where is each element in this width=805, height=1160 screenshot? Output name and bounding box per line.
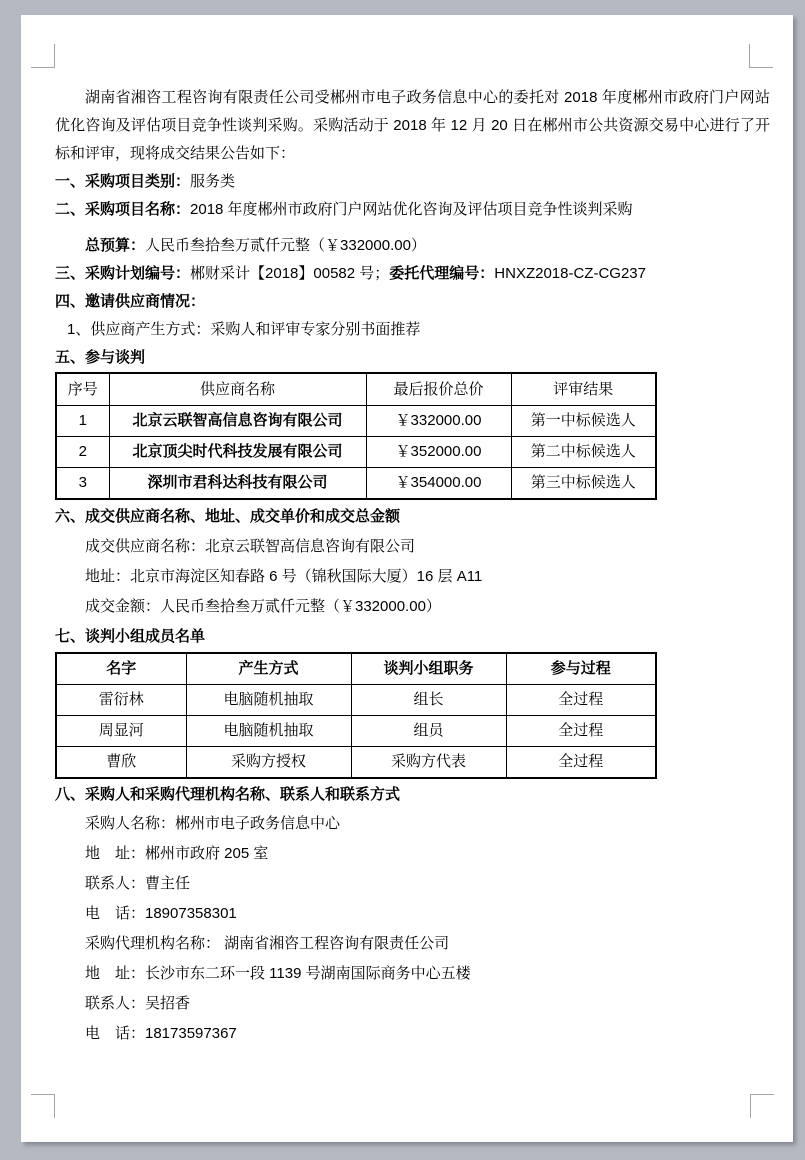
budget-line xyxy=(55,232,770,260)
table-header-cell: 序号 xyxy=(56,373,109,406)
table-row xyxy=(56,747,656,779)
text-boundary-corner-bottom-right-icon xyxy=(750,1094,774,1118)
table-cell-process: 全过程 xyxy=(506,747,656,779)
table-header-cell: 谈判小组职务 xyxy=(351,653,506,685)
section-1-value: 服务类 xyxy=(190,173,236,190)
table-cell-name: 曹欣 xyxy=(56,747,186,779)
table-cell-seq: 3 xyxy=(56,468,109,500)
table-cell-process: 全过程 xyxy=(506,716,656,747)
table-cell-price: ￥354000.00 xyxy=(366,468,511,500)
agency-contact-line: 联系人：吴招香 xyxy=(85,995,191,1012)
table-header-cell: 产生方式 xyxy=(186,653,351,685)
section-3-value: 郴财采计【2018】00582 号； xyxy=(190,265,390,282)
table-header-cell: 评审结果 xyxy=(511,373,656,406)
table-cell-result: 第二中标候选人 xyxy=(511,437,656,468)
section-5-heading: 五、参与谈判 xyxy=(55,349,146,366)
panel-members-table xyxy=(55,652,657,779)
table-row xyxy=(56,437,656,468)
table-cell-supplier: 北京云联智高信息咨询有限公司 xyxy=(109,406,366,437)
budget-value: 人民币叁拾叁万贰仟元整（￥332000.00） xyxy=(145,237,426,254)
table-cell-price: ￥352000.00 xyxy=(366,437,511,468)
table-cell-supplier: 北京顶尖时代科技发展有限公司 xyxy=(109,437,366,468)
agency-phone-line: 电 话：18173597367 xyxy=(85,1025,237,1042)
agency-address-line: 地 址：长沙市东二环一段 1139 号湖南国际商务中心五楼 xyxy=(85,965,471,982)
table-cell-name: 周显河 xyxy=(56,716,186,747)
table-cell-result: 第三中标候选人 xyxy=(511,468,656,500)
negotiation-table xyxy=(55,372,657,500)
table-header-cell: 参与过程 xyxy=(506,653,656,685)
section-1-label: 一、采购项目类别： xyxy=(55,173,191,190)
table-row xyxy=(56,406,656,437)
table-cell-method: 电脑随机抽取 xyxy=(186,685,351,716)
section-4-heading: 四、邀请供应商情况： xyxy=(55,293,206,310)
purchaser-name-line: 采购人名称：郴州市电子政务信息中心 xyxy=(85,815,341,832)
document-content xyxy=(55,84,770,1049)
winner-amount-line: 成交金额：人民币叁拾叁万贰仟元整（￥332000.00） xyxy=(85,598,441,615)
table-cell-result: 第一中标候选人 xyxy=(511,406,656,437)
table-cell-name: 雷衍林 xyxy=(56,685,186,716)
text-boundary-corner-bottom-left-icon xyxy=(31,1094,55,1118)
table-cell-seq: 2 xyxy=(56,437,109,468)
table-row xyxy=(56,468,656,500)
winner-name-line: 成交供应商名称：北京云联智高信息咨询有限公司 xyxy=(85,538,416,555)
budget-label: 总预算： xyxy=(85,237,146,254)
section-6-heading: 六、成交供应商名称、地址、成交单价和成交总金额 xyxy=(55,508,401,525)
section-2-label: 二、采购项目名称： xyxy=(55,201,191,218)
section-4-item: 1、供应商产生方式：采购人和评审专家分别书面推荐 xyxy=(67,321,421,338)
section-3-value2: HNXZ2018-CZ-CG237 xyxy=(494,265,646,282)
table-cell-method: 电脑随机抽取 xyxy=(186,716,351,747)
agency-name-line: 采购代理机构名称： 湖南省湘咨工程咨询有限责任公司 xyxy=(85,935,450,952)
section-3-label2: 委托代理编号： xyxy=(389,265,495,282)
table-header-cell: 最后报价总价 xyxy=(366,373,511,406)
purchaser-phone-line: 电 话：18907358301 xyxy=(85,905,237,922)
table-header-cell: 供应商名称 xyxy=(109,373,366,406)
section-2-heading xyxy=(55,196,770,224)
table-cell-supplier: 深圳市君科达科技有限公司 xyxy=(109,468,366,500)
table-row xyxy=(56,685,656,716)
negotiation-table-header-row xyxy=(56,373,656,406)
intro-paragraph: 湖南省湘咨工程咨询有限责任公司受郴州市电子政务信息中心的委托对 2018 年度郴州市政府门户网站优化咨询及评估项目竞争性谈判采购。采购活动于 2018 年 12 月 20 日在郴州市公共资源交易中心进行了开标和评审，现将成交结果公告如下： xyxy=(55,89,770,162)
table-cell-method: 采购方授权 xyxy=(186,747,351,779)
winner-address-line: 地址：北京市海淀区知春路 6 号（锦秋国际大厦）16 层 A11 xyxy=(85,568,483,585)
table-cell-process: 全过程 xyxy=(506,685,656,716)
section-1-heading xyxy=(55,168,770,196)
section-8-heading: 八、采购人和采购代理机构名称、联系人和联系方式 xyxy=(55,786,401,803)
table-cell-price: ￥332000.00 xyxy=(366,406,511,437)
table-cell-role: 组长 xyxy=(351,685,506,716)
purchaser-address-line: 地 址：郴州市政府 205 室 xyxy=(85,845,269,862)
section-2-value: 2018 年度郴州市政府门户网站优化咨询及评估项目竞争性谈判采购 xyxy=(190,201,633,218)
panel-table-header-row xyxy=(56,653,656,685)
section-7-heading: 七、谈判小组成员名单 xyxy=(55,628,206,645)
table-cell-seq: 1 xyxy=(56,406,109,437)
text-boundary-corner-top-right-icon xyxy=(749,44,773,68)
table-cell-role: 组员 xyxy=(351,716,506,747)
section-3-label: 三、采购计划编号： xyxy=(55,265,191,282)
section-3-heading xyxy=(55,260,770,288)
table-row xyxy=(56,716,656,747)
text-boundary-corner-top-left-icon xyxy=(31,44,55,68)
document-page xyxy=(21,15,793,1142)
purchaser-contact-line: 联系人：曹主任 xyxy=(85,875,191,892)
table-header-cell: 名字 xyxy=(56,653,186,685)
table-cell-role: 采购方代表 xyxy=(351,747,506,779)
